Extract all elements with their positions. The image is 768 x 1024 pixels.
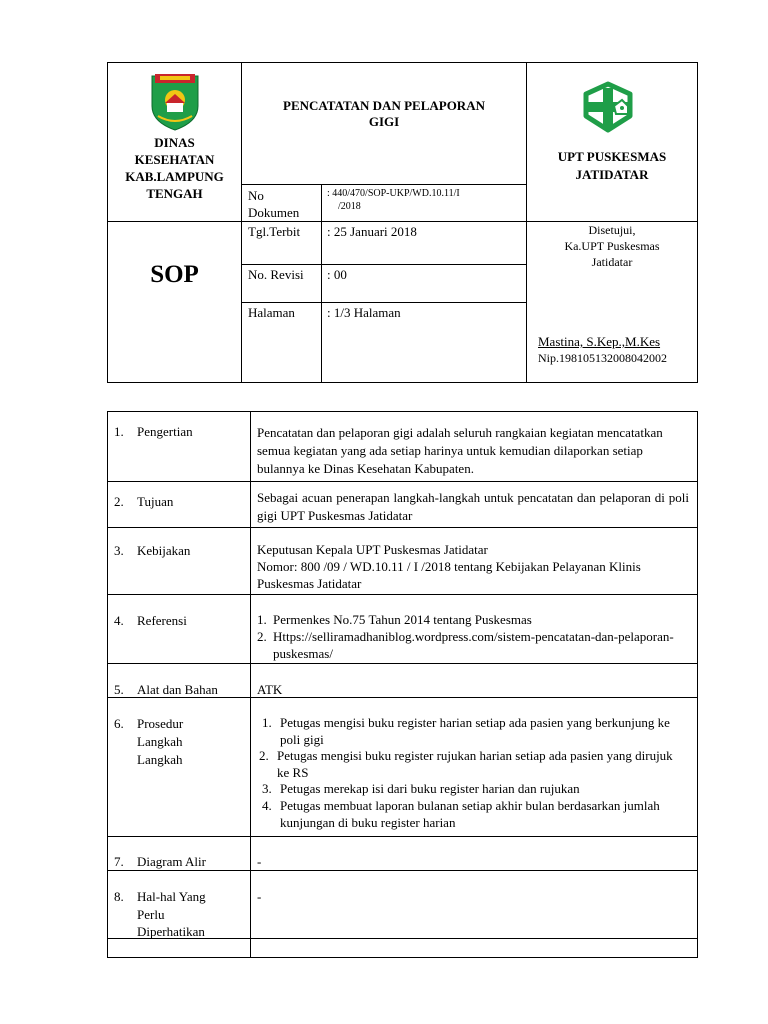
document-title: PENCATATAN DAN PELAPORAN GIGI	[283, 98, 485, 129]
section-title-prosedur: Prosedur Langkah Langkah	[137, 716, 184, 767]
signer-nip: Nip.198105132008042002	[538, 351, 667, 365]
section-title-referensi: Referensi	[137, 613, 187, 628]
issue-date-value: : 25 Januari 2018	[327, 224, 417, 239]
reference-list	[257, 611, 689, 662]
section-title-tujuan: Tujuan	[137, 494, 174, 509]
section-content-diagram-alir: -	[257, 854, 262, 869]
sop-label: SOP	[150, 261, 199, 288]
section-content-alat-bahan: ATK	[257, 682, 283, 697]
section-content-pengertian: Pencatatan dan pelaporan gigi adalah seluruh rangkaian kegiatan mencatatkan semua kegiatan yang ada setiap harinya untuk kemudian dilaporkan setiap bulannya ke Dinas Kesehatan Kabupaten.	[257, 425, 663, 476]
organization-name: UPT PUSKESMAS JATIDATAR	[557, 149, 667, 182]
section-num-6: 6.	[114, 716, 124, 731]
section-content-tujuan: Sebagai acuan penerapan langkah-langkah untuk pencatatan dan pelaporan di poli gigi UPT Puskesmas Jatidatar	[257, 490, 689, 523]
page-value: : 1/3 Halaman	[327, 305, 401, 320]
list-item: 1. Petugas mengisi buku register harian setiap ada pasien yang berkunjung ke poli gigi	[262, 715, 670, 747]
section-title-hal-hal: Hal-hal Yang Perlu Diperhatikan	[137, 889, 206, 939]
revision-label: No. Revisi	[248, 267, 304, 282]
doc-number-label: No Dokumen	[248, 188, 300, 220]
section-title-diagram-alir: Diagram Alir	[137, 854, 206, 869]
approval-block: Disetujui, Ka.UPT Puskesmas Jatidatar	[564, 223, 660, 269]
regency-logo	[148, 72, 202, 132]
section-num-8: 8.	[114, 889, 124, 904]
section-title-pengertian: Pengertian	[137, 424, 193, 439]
issue-date-label: Tgl.Terbit	[248, 224, 301, 239]
list-item: 2. Petugas mengisi buku register rujukan harian setiap ada pasien yang dirujuk ke RS	[259, 748, 673, 780]
section-num-1: 1.	[114, 424, 124, 439]
section-content-kebijakan: Keputusan Kepala UPT Puskesmas Jatidatar Nomor: 800 /09 / WD.10.11 / I /2018 tentang Kebijakan Pelayanan Klinis Puskesmas Jatidatar	[257, 542, 641, 591]
section-title-alat-bahan: Alat dan Bahan	[137, 682, 218, 697]
list-item: 1. Permenkes No.75 Tahun 2014 tentang Puskesmas	[257, 612, 532, 627]
procedure-list	[259, 715, 687, 831]
list-item: 4. Petugas membuat laporan bulanan setiap akhir bulan berdasarkan jumlah kunjungan di buku register harian	[262, 797, 660, 830]
section-num-7: 7.	[114, 854, 124, 869]
section-num-3: 3.	[114, 543, 124, 558]
section-num-5: 5.	[114, 682, 124, 697]
list-item: 2. Https://selliramadhaniblog.wordpress.com/sistem-pencatatan-dan-pelaporan-puskesmas/	[257, 629, 674, 661]
section-num-4: 4.	[114, 613, 124, 628]
list-item: 3. Petugas merekap isi dari buku register harian dan rujukan	[262, 781, 580, 797]
puskesmas-logo	[580, 80, 636, 136]
signer-name: Mastina, S.Kep.,M.Kes	[538, 334, 661, 349]
page-label: Halaman	[248, 305, 295, 320]
revision-value: : 00	[327, 267, 347, 282]
agency-name: DINAS KESEHATAN KAB.LAMPUNG TENGAH	[125, 135, 224, 201]
section-content-hal-hal: -	[257, 889, 262, 904]
section-num-2: 2.	[114, 494, 124, 509]
section-title-kebijakan: Kebijakan	[137, 543, 191, 558]
doc-number-value: : 440/470/SOP-UKP/WD.10.11/I /2018	[327, 188, 460, 212]
